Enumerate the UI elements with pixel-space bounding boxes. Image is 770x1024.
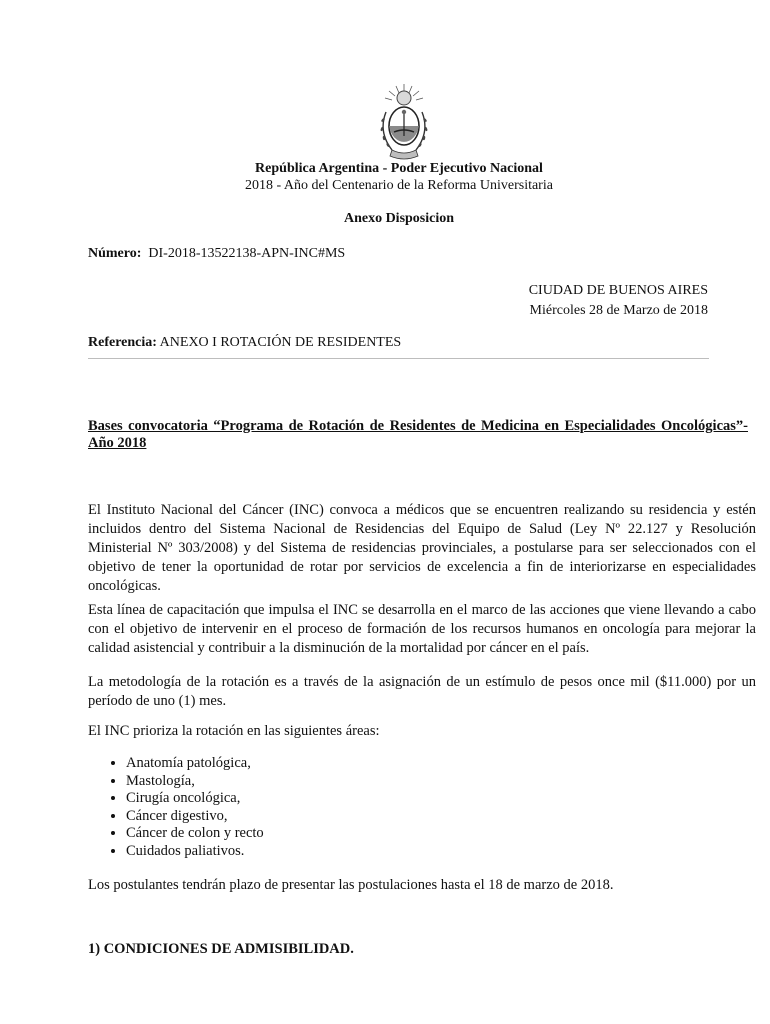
paragraph-metodologia xyxy=(88,673,756,711)
paragraph-deadline xyxy=(88,876,756,895)
list-item: • Cirugía oncológica, xyxy=(126,790,264,808)
paragraph-capacitacion xyxy=(88,601,756,658)
paragraph-intro xyxy=(88,501,756,596)
list-item: • Mastología, xyxy=(126,773,264,791)
document-type-title: Anexo Disposicion xyxy=(343,211,455,226)
place-and-date xyxy=(529,281,708,321)
city: CIUDAD DE BUENOS AIRES xyxy=(528,283,708,298)
paragraph-text: El INC prioriza la rotación en las siguientes áreas: xyxy=(88,723,380,739)
document-number-label: Número: xyxy=(88,246,142,261)
reference-label: Referencia: xyxy=(88,335,157,350)
list-item: • Cáncer de colon y recto xyxy=(126,825,264,843)
reference-value: ANEXO I ROTACIÓN DE RESIDENTES xyxy=(159,335,402,350)
header-divider xyxy=(88,358,709,359)
paragraph-text: La metodología de la rotación es a través de la asignación de un estímulo de pesos once mil ($11.000) por un período de uno (1) mes. xyxy=(88,674,756,709)
priority-areas-list xyxy=(108,755,264,860)
date: Miércoles 28 de Marzo de 2018 xyxy=(529,303,708,318)
paragraph-text: Los postulantes tendrán plazo de presentar las postulaciones hasta el 18 de marzo de 2018. xyxy=(88,877,614,893)
header-government-name: República Argentina - Poder Ejecutivo Nacional xyxy=(255,161,543,176)
document-number xyxy=(88,246,345,262)
paragraph-areas-intro xyxy=(88,722,756,741)
list-item: • Cuidados paliativos. xyxy=(126,843,264,861)
paragraph-text: El Instituto Nacional del Cáncer (INC) convoca a médicos que se encuentren realizando su residencia y estén incluidos dentro del Sistema Nacional de Residencias del Equipo de Salud (Ley Nº 22.127 y Resolución Ministerial Nº 303/2008) y del Sistema de residencias provinciales, a postularse para ser seleccionados con el objetivo de tener la oportunidad de rotar por servicios de excelencia a fin de interiorizarse en especialidades oncológicas. xyxy=(88,502,756,594)
reference xyxy=(88,335,401,351)
list-item: • Cáncer digestivo, xyxy=(126,808,264,826)
list-item: • Anatomía patológica, xyxy=(126,755,264,773)
header-year-motto: 2018 - Año del Centenario de la Reforma Universitaria xyxy=(245,178,553,193)
section-heading-admisibilidad: 1) CONDICIONES DE ADMISIBILIDAD. xyxy=(88,941,354,957)
paragraph-text: Esta línea de capacitación que impulsa el INC se desarrolla en el marco de las acciones que viene llevando a cabo con el objetivo de intervenir en el proceso de formación de los recursos humanos en oncología para mejorar la calidad asistencial y contribuir a la disminución de la mortalidad por cáncer en el país. xyxy=(88,602,756,656)
bases-title: Bases convocatoria “Programa de Rotación de Residentes de Medicina en Especialidades Oncológicas”- Año 2018 xyxy=(88,418,748,451)
document-number-value: DI-2018-13522138-APN-INC#MS xyxy=(148,246,346,261)
national-coat-of-arms-seal xyxy=(376,82,432,162)
